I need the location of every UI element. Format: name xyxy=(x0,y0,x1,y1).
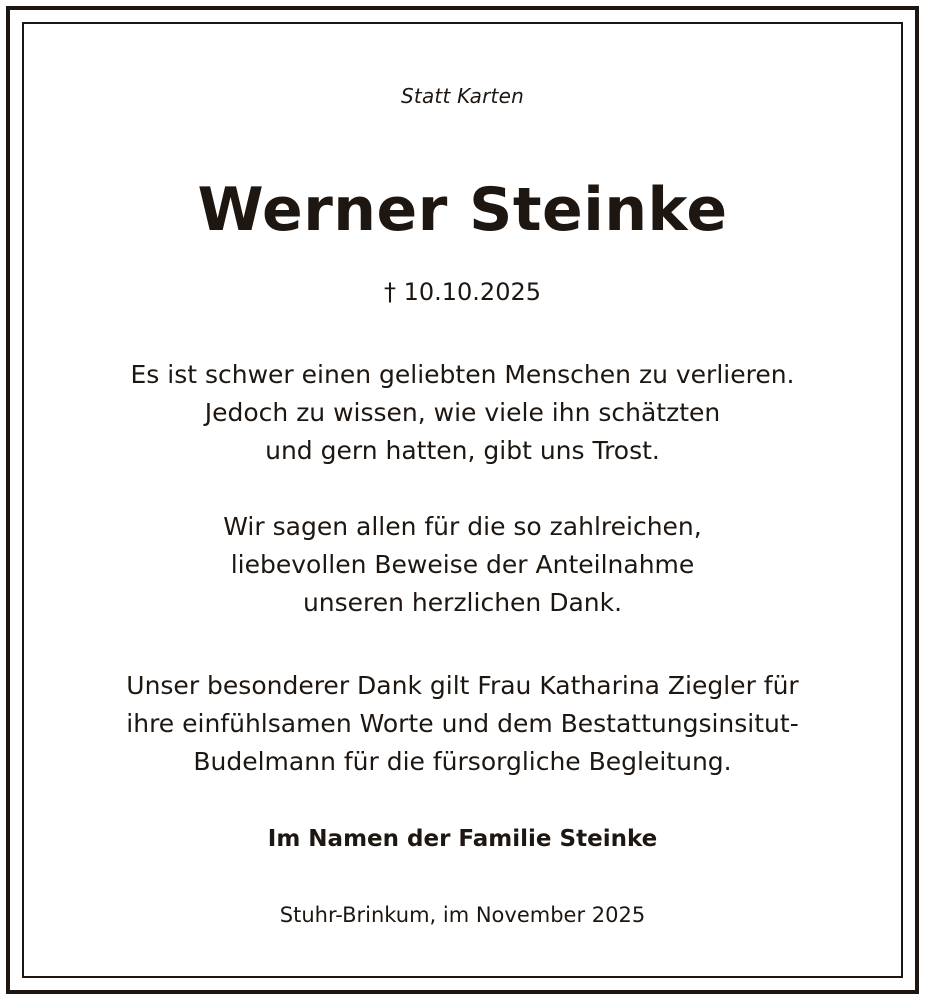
text-line: und gern hatten, gibt uns Trost. xyxy=(265,436,660,465)
family-signature: Im Namen der Familie Steinke xyxy=(267,826,658,852)
text-line: Es ist schwer einen geliebten Menschen zu verlieren. xyxy=(130,360,795,389)
paragraph-condolence xyxy=(0,356,925,470)
paragraph-special-thanks xyxy=(0,667,925,781)
text-line: ihre einfühlsamen Worte und dem Bestattungsinsitut- xyxy=(126,709,799,738)
text-line: Unser besonderer Dank gilt Frau Katharina Ziegler für xyxy=(126,671,799,700)
text-line: liebevollen Beweise der Anteilnahme xyxy=(230,550,695,579)
header-note: Statt Karten xyxy=(401,84,524,108)
text-line: Jedoch zu wissen, wie viele ihn schätzten xyxy=(204,398,721,427)
place-and-date: Stuhr-Brinkum, im November 2025 xyxy=(279,903,646,927)
paragraph-thanks xyxy=(0,508,925,622)
text-line: unseren herzlichen Dank. xyxy=(302,588,623,617)
text-line: Budelmann für die fürsorgliche Begleitung. xyxy=(193,747,732,776)
text-line: Wir sagen allen für die so zahlreichen, xyxy=(223,512,702,541)
deceased-name: Werner Steinke xyxy=(197,175,728,245)
death-date: † 10.10.2025 xyxy=(383,278,542,306)
